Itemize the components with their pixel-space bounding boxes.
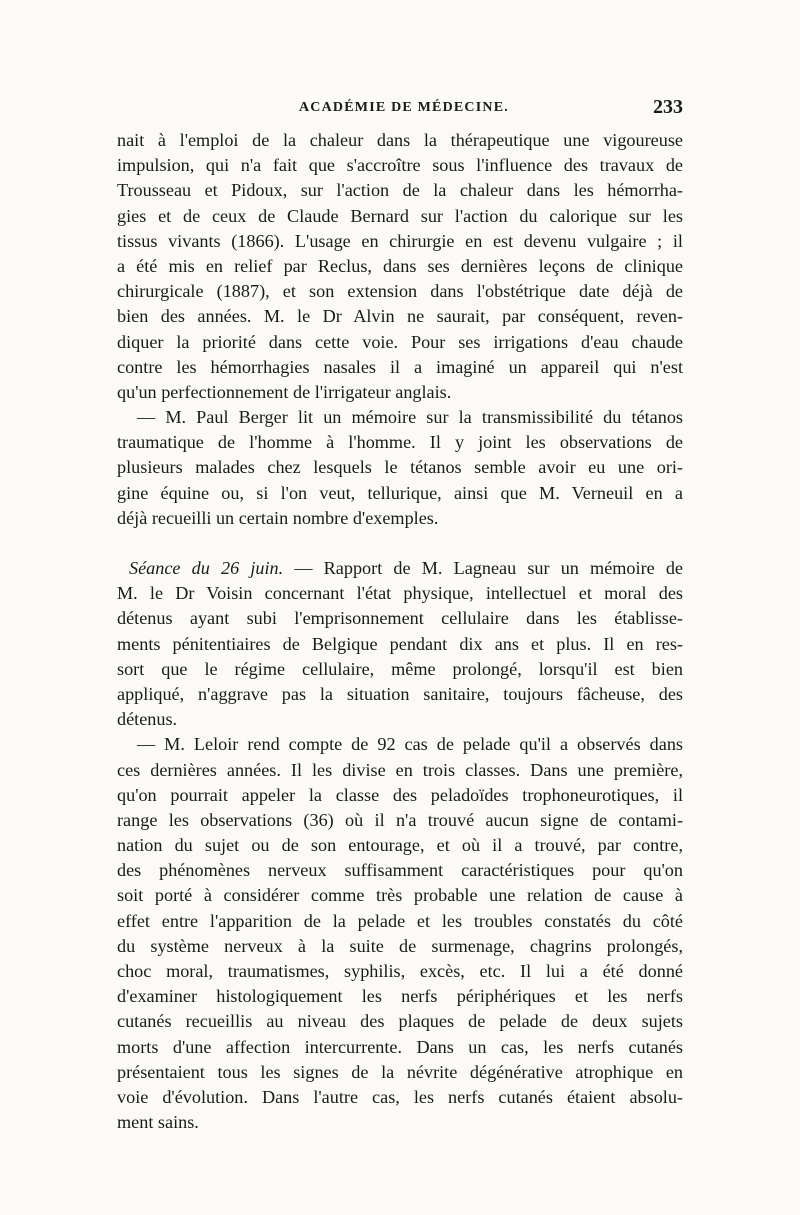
text-line: gine équine ou, si l'on veut, tellurique, ainsi que M. Verneuil en a (117, 482, 683, 503)
text-line: présentaient tous les signes de la névrite dégénérative atrophique en (117, 1061, 683, 1082)
text-line: gies et de ceux de Claude Bernard sur l'action du calorique sur les (117, 205, 683, 226)
running-title: ACADÉMIE DE MÉDECINE. (299, 100, 509, 115)
text-line: range les observations (36) où il n'a trouvé aucun signe de contami- (117, 809, 683, 830)
text-line: qu'on pourrait appeler la classe des peladoïdes trophoneurotiques, il (117, 784, 683, 805)
text-line: Trousseau et Pidoux, sur l'action de la chaleur dans les hémorrha- (117, 180, 683, 201)
text-line: morts d'une affection intercurrente. Dans un cas, les nerfs cutanés (117, 1036, 683, 1057)
text-line: ments pénitentiaires de Belgique pendant dix ans et plus. Il en res- (117, 633, 683, 654)
text-line: voie d'évolution. Dans l'autre cas, les nerfs cutanés étaient absolu- (117, 1086, 683, 1107)
text-line: des phénomènes nerveux suffisamment caractéristiques pour qu'on (117, 860, 683, 881)
text-line (117, 556, 683, 581)
text-line: tissus vivants (1866). L'usage en chirurgie en est devenu vulgaire ; il (117, 230, 683, 251)
text-line: appliqué, n'aggrave pas la situation sanitaire, toujours fâcheuse, des (117, 683, 683, 704)
text-line: choc moral, traumatismes, syphilis, excès, etc. Il lui a été donné (117, 961, 683, 981)
text-line: déjà recueilli un certain nombre d'exemples. (117, 507, 439, 528)
text-line: ment sains. (117, 1112, 199, 1133)
page-header (117, 96, 683, 126)
paragraph-session-26-june (117, 556, 683, 732)
text-line: qu'un perfectionnement de l'irrigateur anglais. (117, 381, 452, 402)
text-line: du système nerveux à la suite de surmenage, chagrins prolongés, (117, 935, 683, 956)
text-line: plusieurs malades chez lesquels le tétanos semble avoir eu une ori- (117, 457, 683, 478)
text-line: — M. Paul Berger lit un mémoire sur la transmissibilité du tétanos (137, 407, 683, 428)
paragraph-heat-therapy (117, 128, 683, 405)
text-line: détenus. (117, 709, 178, 730)
text-line: contre les hémorrhagies nasales il a imaginé un appareil qui n'est (117, 356, 683, 377)
text-line: impulsion, qui n'a fait que s'accroître sous l'influence des travaux de (117, 155, 683, 176)
paragraph-berger-tetanus (117, 405, 683, 531)
text-line: traumatique de l'homme à l'homme. Il y joint les observations de (117, 432, 683, 453)
text-line: diquer la priorité dans cette voie. Pour ses irrigations d'eau chaude (117, 331, 683, 352)
session-line-rest: — Rapport de M. Lagneau sur un mémoire de (283, 558, 683, 578)
paragraph-leloir-pelade (117, 732, 683, 1135)
text-line: détenus ayant subi l'emprisonnement cellulaire dans les établisse- (117, 608, 683, 629)
page-number: 233 (653, 96, 683, 118)
text-line: soit porté à considérer comme très probable une relation de cause à (117, 885, 683, 906)
paragraph-gap (117, 531, 683, 556)
text-line: sort que le régime cellulaire, même prolongé, lorsqu'il est bien (117, 658, 683, 679)
text-line: chirurgicale (1887), et son extension dans l'obstétrique date déjà de (117, 281, 683, 302)
body-text (117, 128, 683, 1135)
text-line: effet entre l'apparition de la pelade et les troubles constatés du côté (117, 910, 683, 931)
text-line: bien des années. M. le Dr Alvin ne saurait, par conséquent, reven- (117, 306, 683, 327)
text-line: nation du sujet ou de son entourage, et où il a trouvé, par contre, (117, 835, 683, 856)
text-line: a été mis en relief par Reclus, dans ses dernières leçons de clinique (117, 255, 683, 276)
text-line: d'examiner histologiquement les nerfs périphériques et les nerfs (117, 986, 683, 1007)
text-line: ces dernières années. Il les divise en trois classes. Dans une première, (117, 759, 683, 780)
text-line: M. le Dr Voisin concernant l'état physique, intellectuel et moral des (117, 583, 683, 604)
text-line: — M. Leloir rend compte de 92 cas de pelade qu'il a observés dans (137, 734, 683, 755)
session-date-label: Séance du 26 juin. (129, 558, 284, 578)
text-line: cutanés recueillis au niveau des plaques de pelade de deux sujets (117, 1011, 683, 1032)
text-line: nait à l'emploi de la chaleur dans la thérapeutique une vigoureuse (117, 130, 683, 150)
